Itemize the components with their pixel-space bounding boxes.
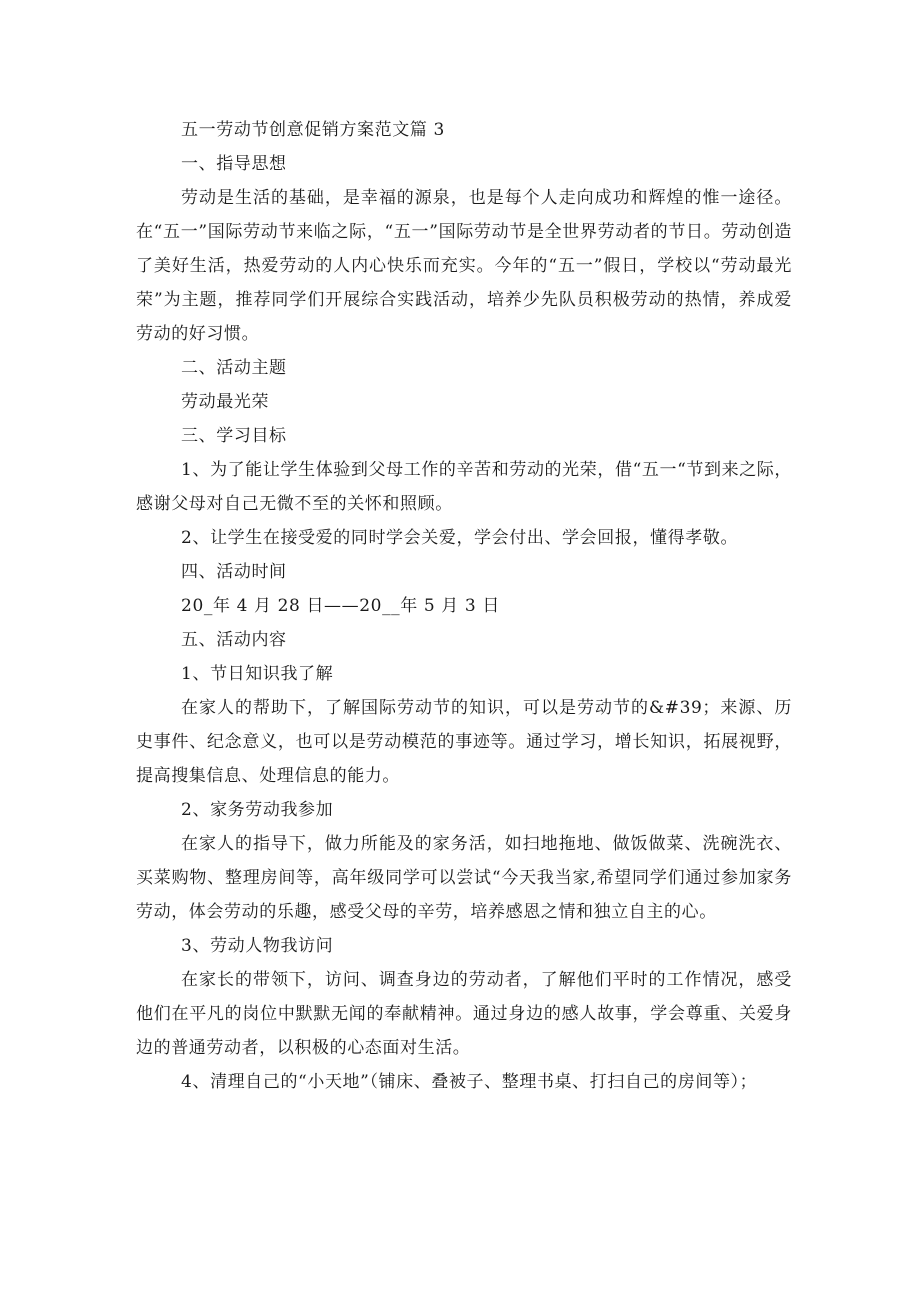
section-heading-learning-goals: 三、学习目标 [181, 426, 287, 446]
paragraph: 4、清理自己的“小天地”（铺床、叠被子、整理书桌、打扫自己的房间等）； [181, 1072, 758, 1092]
paragraph: 劳动是生活的基础，是幸福的源泉，也是每个人走向成功和辉煌的惟一途径。在“五一”国际劳动节来临之际，“五一”国际劳动节是全世界劳动者的节日。劳动创造了美好生活，热爱劳动的人内心快乐而充实。今年的“五一”假日，学校以“劳动最光荣”为主题，推荐同学们开展综合实践活动，培养少先队员积极劳动的热情，养成爱劳动的好习惯。 [136, 188, 792, 344]
paragraph: 在家人的指导下，做力所能及的家务活，如扫地拖地、做饭做菜、洗碗洗衣、买菜购物、整理房间等，高年级同学可以尝试“今天我当家,希望同学们通过参加家务劳动，体会劳动的乐趣，感受父母的辛劳，培养感恩之情和独立自主的心。 [136, 834, 792, 922]
paragraph: 20_年 4 月 28 日——20__年 5 月 3 日 [181, 596, 500, 616]
document-title: 五一劳动节创意促销方案范文篇 3 [181, 120, 445, 140]
subheading: 3、劳动人物我访问 [181, 936, 334, 956]
paragraph: 1、为了能让学生体验到父母工作的辛苦和劳动的光荣，借“五一“节到来之际，感谢父母对自己无微不至的关怀和照顾。 [136, 460, 792, 514]
paragraph: 劳动最光荣 [181, 392, 270, 412]
section-heading-activity-content: 五、活动内容 [181, 630, 287, 650]
subheading: 2、家务劳动我参加 [181, 800, 334, 820]
paragraph: 在家人的帮助下，了解国际劳动节的知识，可以是劳动节的&#39；来源、历史事件、纪念意义，也可以是劳动模范的事迹等。通过学习，增长知识，拓展视野，提高搜集信息、处理信息的能力。 [136, 698, 792, 786]
paragraph: 在家长的带领下，访问、调查身边的劳动者，了解他们平时的工作情况，感受他们在平凡的岗位中默默无闻的奉献精神。通过身边的感人故事，学会尊重、关爱身边的普通劳动者，以积极的心态面对生活。 [136, 970, 792, 1058]
section-heading-activity-theme: 二、活动主题 [181, 358, 287, 378]
section-heading-activity-time: 四、活动时间 [181, 562, 287, 582]
section-heading-guiding-ideology: 一、指导思想 [181, 154, 287, 174]
subheading: 1、节日知识我了解 [181, 664, 334, 684]
document-body [136, 113, 792, 1099]
paragraph: 2、让学生在接受爱的同时学会关爱，学会付出、学会回报，懂得孝敬。 [181, 528, 739, 548]
